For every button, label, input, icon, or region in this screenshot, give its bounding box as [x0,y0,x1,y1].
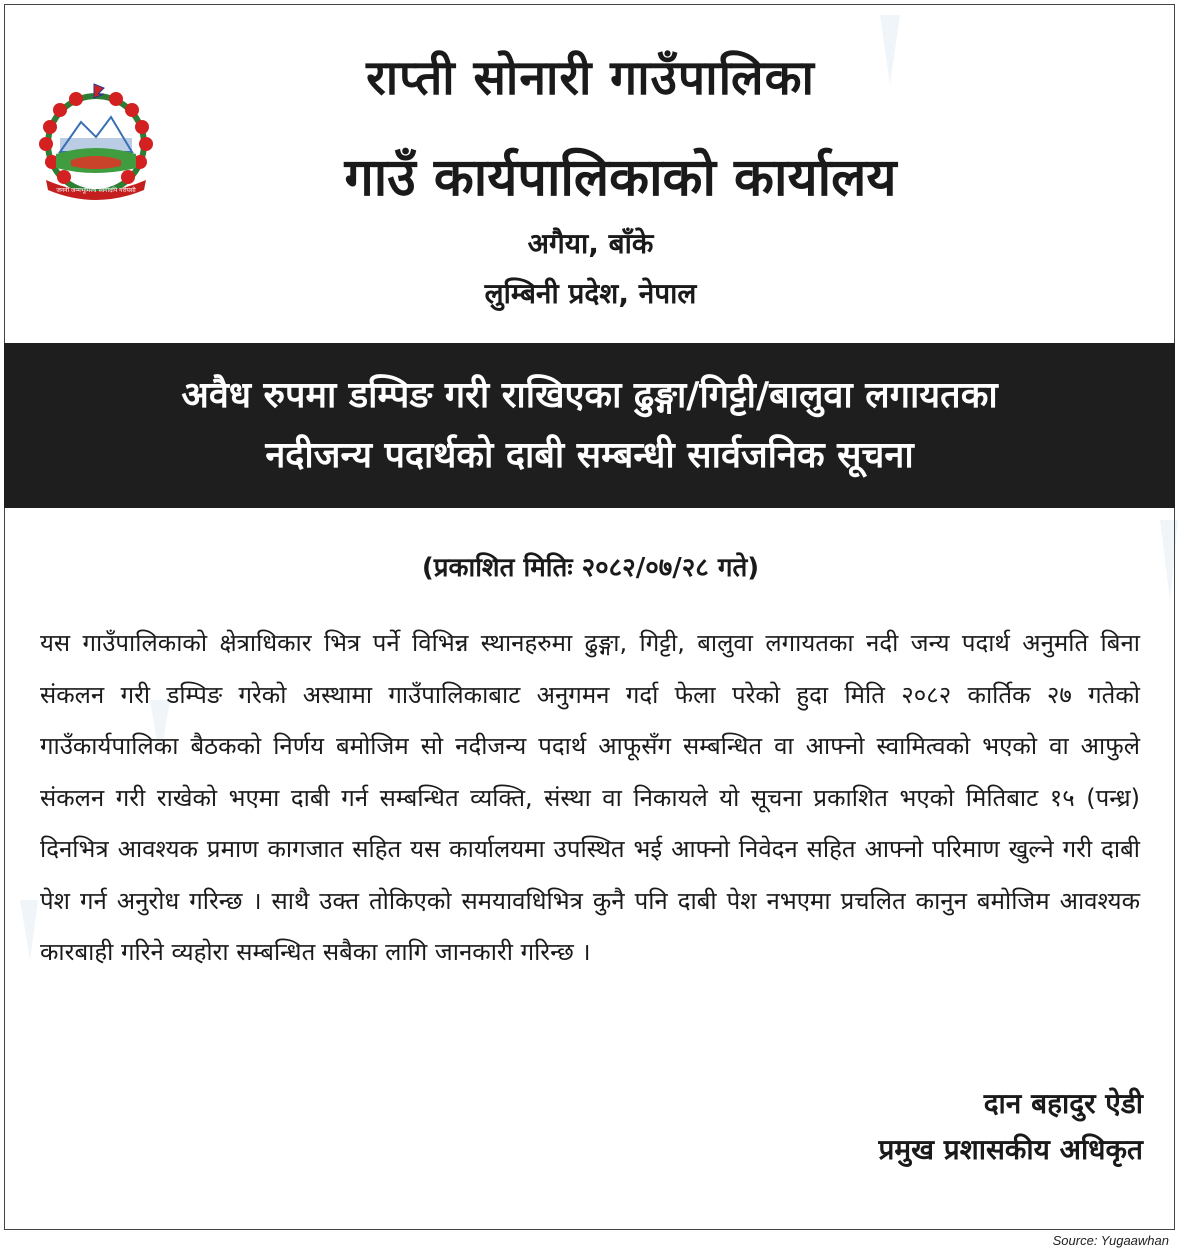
address-line-1: अगैया, बाँके [527,227,654,260]
published-date: (प्रकाशित मितिः २०८२/०७/२८ गते) [421,553,760,583]
office-name: गाउँ कार्यपालिकाको कार्यालय [344,148,897,208]
svg-text:जननी जन्मभूमिश्च स्वर्गादपि गर: जननी जन्मभूमिश्च स्वर्गादपि गरीयसी [56,187,136,194]
source-credit: Source: Yugaawhan [1052,1233,1169,1248]
org-name: राप्ती सोनारी गाउँपालिका [366,50,815,106]
signatory-name: दान बहादुर ऐडी [983,1087,1143,1120]
notice-title-line-2: नदीजन्य पदार्थको दाबी सम्बन्धी सार्वजनिक सूचना [265,434,914,476]
notice-title-banner [4,343,1175,508]
address-line-2: लुम्बिनी प्रदेश, नेपाल [484,277,697,310]
notice-body: यस गाउँपालिकाको क्षेत्राधिकार भित्र पर्ने विभिन्न स्थानहरुमा ढुङ्गा, गिट्टी, बालुवा लगायतका नदी जन्य पदार्थ अनुमति बिना संकलन गरी डम्पिङ गरेको अस्थामा गाउँपालिकाबाट अनुगमन गर्दा फेला परेको हुदा मिति २०८२ कार्तिक २७ गतेको गाउँकार्यपालिका बैठकको निर्णय बमोजिम सो नदीजन्य पदार्थ आफूसँग सम्बन्धित वा आफ्नो स्वामित्वको भएको वा आफुले संकलन गरी राखेको भएमा दाबी गर्न सम्बन्धित व्यक्ति, संस्था वा निकायले यो सूचना प्रकाशित भएको मितिबाट १५ (पन्ध्र) दिनभित्र आवश्यक प्रमाण कागजात सहित यस कार्यालयमा उपस्थित भई आफ्नो निवेदन सहित आफ्नो परिमाण खुल्ने गरी दाबी पेश गर्न अनुरोध गरिन्छ । साथै उक्त तोकिएको समयावधिभित्र कुनै पनि दाबी पेश नभएमा प्रचलित कानुन बमोजिम आवश्यक कारबाही गरिने व्यहोरा सम्बन्धित सबैका लागि जानकारी गरिन्छ । [40,629,1140,966]
signatory-title: प्रमुख प्रशासकीय अधिकृत [878,1133,1143,1166]
notice-title-line-1: अवैध रुपमा डम्पिङ गरी राखिएका ढुङ्गा/गिट्टी/बालुवा लगायतका [181,374,998,416]
